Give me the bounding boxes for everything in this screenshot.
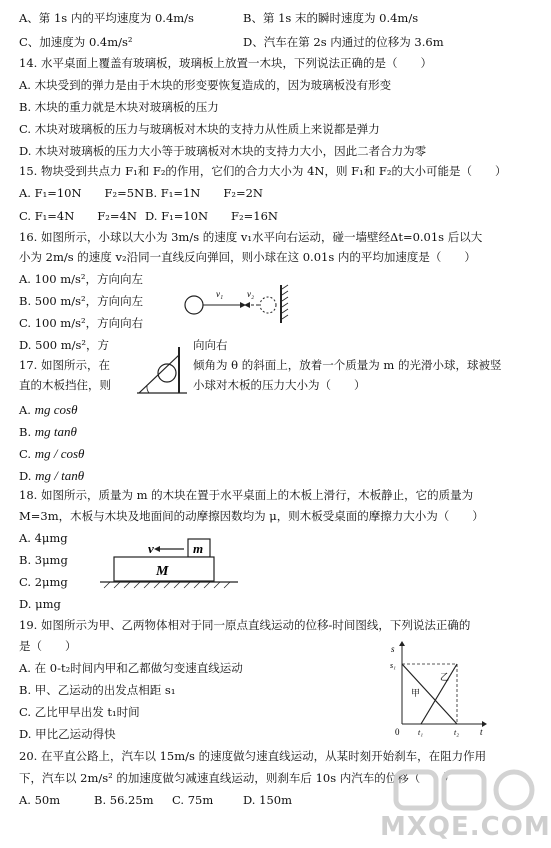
- origin-label: 0: [395, 727, 400, 737]
- q20-option-c: C. 75m: [172, 793, 214, 807]
- q14-option-d: D. 木块对玻璃板的压力大小等于玻璃板对木块的支持力大小，因此二者合力为零: [19, 144, 427, 158]
- q13-option-a: A、第 1s 内的平均速度为 0.4m/s: [19, 11, 194, 25]
- watermark-text: MXQE.COM: [380, 812, 551, 842]
- q18-option-b: B. 3μmg: [19, 553, 68, 567]
- yi-label: 乙: [440, 673, 450, 683]
- q19-option-b: B. 甲、乙运动的出发点相距 s₁: [19, 683, 176, 697]
- q18-stem-line2: M=3m，木板与木块及地面间的动摩擦因数均为 μ，则木板受桌面的摩擦力大小为（ ）: [19, 509, 484, 523]
- q17-option-d: mg / tanθ: [35, 468, 85, 483]
- v1-label: v₁: [216, 289, 224, 299]
- q19-option-a: A. 在 0-t₂时间内甲和乙都做匀变速直线运动: [19, 661, 243, 675]
- jia-label: 甲: [411, 689, 421, 699]
- q16-stem-line2: 小为 2m/s 的速度 v₂沿同一直线反向弹回，则小球在这 0.01s 内的平均加速度是（ ）: [19, 250, 476, 264]
- q19-stem-line1: 19. 如图所示为甲、乙两物体相对于同一原点直线运动的位移-时间图线，下列说法正确的: [19, 618, 471, 632]
- line-yi: [421, 664, 457, 724]
- s-axis-label: s: [391, 644, 395, 654]
- q15-option-a: A. F₁=10N F₂=5N: [19, 186, 145, 200]
- q16-ball-wall-figure: [180, 283, 300, 325]
- q20-stem-line2: 下，汽车以 2m/s² 的加速度做匀减速直线运动，则刹车后 10s 内汽车的位移（ ）: [19, 771, 455, 785]
- t-axis-label: t: [480, 727, 483, 737]
- q13-option-c: C、加速度为 0.4m/s²: [19, 35, 133, 49]
- q15-option-c: C. F₁=4N F₂=4N: [19, 209, 137, 223]
- q14-option-a: A. 木块受到的弹力是由于木块的形变要恢复造成的，因为玻璃板没有形变: [19, 78, 392, 92]
- s1-label: s₁: [390, 661, 396, 670]
- q19-option-d: D. 甲比乙运动得快: [19, 727, 116, 741]
- v2-label: v₂: [247, 289, 255, 299]
- q17-option-a: mg cosθ: [34, 402, 78, 417]
- q17-incline-figure: [133, 343, 191, 397]
- q15-option-b: B. F₁=1N F₂=2N: [145, 186, 263, 200]
- q17-stem-2a: 直的木板挡住，则: [19, 378, 111, 392]
- q17-stem-2b: 小球对木板的压力大小为（ ）: [193, 378, 366, 392]
- watermark-logo-icon: [392, 768, 542, 812]
- ball-icon: [185, 296, 203, 314]
- q20-option-d: D. 150m: [243, 793, 292, 807]
- q19-stem-line2: 是（ ）: [19, 639, 77, 653]
- q17-option-b: mg tanθ: [34, 424, 77, 439]
- q14-stem: 14. 水平桌面上覆盖有玻璃板，玻璃板上放置一木块，下列说法正确的是（ ）: [19, 56, 432, 70]
- q17-option-d-label: D.: [19, 469, 32, 483]
- q14-option-b: B. 木块的重力就是木块对玻璃板的压力: [19, 100, 219, 114]
- q14-option-c: C. 木块对玻璃板的压力与玻璃板对木块的支持力从性质上来说都是弹力: [19, 122, 380, 136]
- q17-option-b-label: B.: [19, 425, 32, 439]
- q18-option-a: A. 4μmg: [19, 531, 68, 545]
- q17-option-c-label: C.: [19, 447, 32, 461]
- q16-option-c: C. 100 m/s²，方向向右: [19, 316, 144, 330]
- q20-option-b: B. 56.25m: [94, 793, 154, 807]
- t1-label: t₁: [418, 728, 424, 737]
- ball-rebound-icon: [260, 297, 276, 313]
- q18-stem-line1: 18. 如图所示，质量为 m 的木块在置于水平桌面上的木板上滑行，木板静止，它的质量为: [19, 488, 474, 502]
- incline-surface: [139, 355, 179, 393]
- q17-option-a-label: A.: [19, 403, 31, 417]
- q17-stem-1a: 17. 如图所示，在: [19, 358, 110, 372]
- q15-stem: 15. 物块受到共点力 F₁和 F₂的作用，它们的合力大小为 4N，则 F₁和 F₂的大小可能是（ ）: [19, 164, 507, 178]
- q16-stem-line1: 16. 如图所示，小球以大小为 3m/s 的速度 v₁水平向右运动，碰一墙壁经Δt=0.01s 后以大: [19, 230, 483, 244]
- q20-stem-line1: 20. 在平直公路上，汽车以 15m/s 的速度做匀速直线运动，从某时刻开始刹车，在阻力作用: [19, 749, 487, 763]
- v-label: v: [148, 541, 154, 556]
- t2-label: t₂: [454, 728, 460, 737]
- q17-stem-1b: 倾角为 θ 的斜面上，放着一个质量为 m 的光滑小球，球被竖: [193, 358, 502, 372]
- q18-board-block-figure: [100, 535, 238, 595]
- q20-option-a: A. 50m: [19, 793, 61, 807]
- q16-option-b: B. 500 m/s²，方向向左: [19, 294, 144, 308]
- q16-option-d-tail: 向向右: [193, 338, 228, 352]
- board-M-label: M: [156, 564, 169, 579]
- q16-option-d: D. 500 m/s²，方: [19, 338, 110, 352]
- q19-option-c: C. 乙比甲早出发 t₁时间: [19, 705, 140, 719]
- q18-option-d: D. μmg: [19, 597, 61, 611]
- q18-option-c: C. 2μmg: [19, 575, 68, 589]
- q16-option-a: A. 100 m/s²，方向向左: [19, 272, 144, 286]
- q13-option-d: D、汽车在第 2s 内通过的位移为 3.6m: [243, 35, 444, 49]
- block-m-label: m: [193, 541, 204, 556]
- q15-option-d: D. F₁=10N F₂=16N: [145, 209, 278, 223]
- q19-displacement-time-graph: [388, 640, 488, 738]
- q13-option-b: B、第 1s 末的瞬时速度为 0.4m/s: [243, 11, 419, 25]
- q17-option-c: mg / cosθ: [34, 446, 85, 461]
